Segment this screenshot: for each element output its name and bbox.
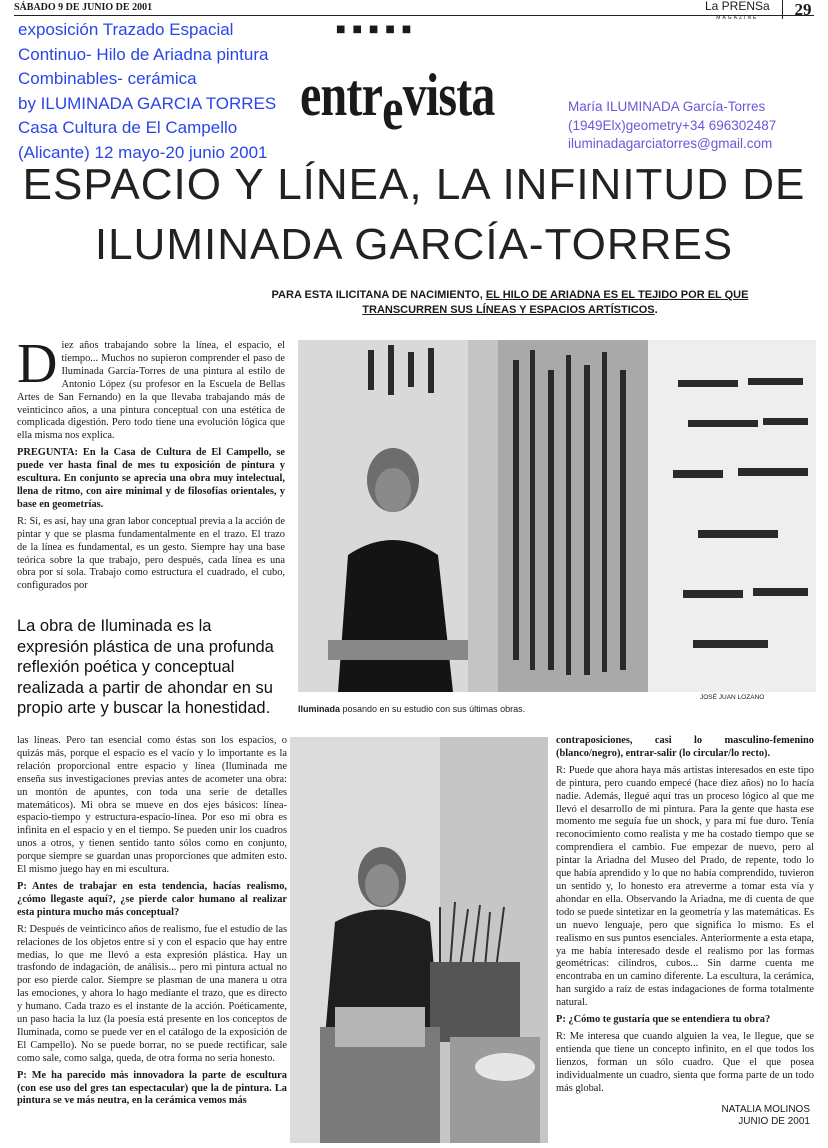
article-column-3 <box>556 735 814 1099</box>
studio-photo-art <box>298 340 816 692</box>
answer-2: R: Después de veinticinco años de realismo, fue el estudio de las relaciones de los objetos entre sí y con el espacio que hay entre medias, lo que me llevó a esta expresión plástica. Hay un trasfondo de indagación, de análisis... pero mi pintura actual no por eso pierde calor. Siempre se plasman de una manera u otra las emociones, y ahora lo hago mediante el trazo, que es directo y humano. Cada trazo es el instante de la acción. Poéticamente, un paso hacia la luz (la poesía está presente en los conceptos de Iluminada, como se puede ver en el catálogo de la exposición de El Campello). No se puede borrar, no se puede rectificar, sale como sale, como salga, queda, de otra forma no sería honesto. <box>17 923 287 1064</box>
question-3-continued: contraposiciones, casi lo masculino-femenino (blanco/negro), entrar-salir (lo circular/lo recto). <box>556 735 814 759</box>
intro-paragraph <box>17 333 285 443</box>
annotation-line: exposición Trazado Espacial <box>18 20 234 39</box>
issue-date: SÁBADO 9 DE JUNIO DE 2001 <box>14 2 153 13</box>
answer-4: R: Me interesa que cuando alguien la vea, le llegue, que se entienda que tiene un concepto infinito, en el que todos los lienzos, forman un sólo cuadro. Que el que posea individualmente un cuadro, sienta que forma parte de un todo más global. <box>556 1030 814 1094</box>
article-column-1 <box>17 333 285 597</box>
caption-text: posando en su estudio con sus últimas obras. <box>340 704 526 714</box>
article-deck <box>250 288 770 318</box>
caption-name: Iluminada <box>298 704 341 714</box>
annotation-line: by ILUMINADA GARCIA TORRES <box>18 93 277 113</box>
contact-annotation <box>568 98 818 154</box>
studio-photo <box>298 340 816 692</box>
headline-line-1: ESPACIO Y LÍNEA, LA INFINITUD DE <box>22 160 806 209</box>
article-column-2 <box>17 735 287 1112</box>
magazine-name: La PRENSa <box>705 0 770 13</box>
annotation-line: Continuo- Hilo de Ariadna pintura <box>18 44 269 64</box>
pull-quote: La obra de Iluminada es la expresión plástica de una profunda reflexión poética y conceptual realizada a partir de ahondar en su propio arte y buscar la honestidad. <box>17 617 274 717</box>
section-dots: ■■■■■ <box>336 24 419 35</box>
section-label-part: e <box>382 76 403 142</box>
annotation-line: Casa Cultura de El Campello <box>18 118 238 137</box>
photo-caption <box>298 704 525 714</box>
answer-3: R: Puede que ahora haya más artistas interesados en este tipo de pintura, pero cuando empecé (hace diez años) no lo hacía nadie. Además, llegué aquí tras un proceso lógico al que me llevó el desarrollo de mi pintura. Para la gente que hasta ese momento me seguía fue un shock, y para mí fue duro. Tenía reconocimiento como realista y me ha costado tiempo que se comprendiera el cambio. Fue empezar de nuevo, pero al pintar la Ariadna del Museo del Prado, de repente, todo lo que había aprendido y lo que no había comprendido, tuvieron un sentido y, lo honesto era atreverme a tomar esta vía y ahondar en ella. Observando la Ariadna, me di cuenta de que todo se puede sintetizar en la geometría y las matemáticas. Es un nuevo lenguaje, pero que significa lo mismo. Es el realismo en sus puntos esenciales. Anteriormente a esta etapa, ya me había interesado desde el realismo por las formas geométricas: cilindros, cubos... Sin darme cuenta me encontraba en un camino diferente. La escultura, la cerámica, han surgido a raíz de estas indagaciones de forma totalmente natural. <box>556 764 814 1009</box>
magazine-subtitle: MAGAZINE <box>716 15 759 21</box>
section-label <box>300 60 495 142</box>
answer-1: R: Si, es así, hay una gran labor conceptual previa a la acción de pintar y que se plasma fundamentalmente en el trazo. El trazo de la línea es fundamental, es un gesto. Siempre hay una base teórica sobre la que trabajo, pero después, cada línea es una obra por sí sola. Trabajo como estructura el cuadrado, el cubo, configurados por <box>17 515 285 592</box>
contact-phone: (1949Elx)geometry+34 696302487 <box>568 117 777 133</box>
ceramics-photo <box>290 737 548 1143</box>
annotation-line: (Alicante) 12 mayo-20 junio 2001 <box>18 142 268 162</box>
author-name: NATALIA MOLINOS <box>721 1104 810 1115</box>
page-number: 29 <box>782 0 823 19</box>
ceramics-photo-art <box>290 737 548 1143</box>
intro-text: iez años trabajando sobre la línea, el espacio, el tiempo... Muchos no supieron comprender el paso de Iluminada García-Torres de una pintura al estilo de Antonio López (su profesor en la Escuela de Bellas Artes de San Fernando) en la que llevaba trabajando más de veinticinco años, a una pintura conceptual con una estética de complicada digestión. Pero todo tiene una evolución lógica que ella misma nos explica. <box>17 340 285 442</box>
headline-line-2: ILUMINADA GARCÍA-TORRES <box>94 220 734 269</box>
header-rule <box>14 15 814 16</box>
question-3: P: Me ha parecido más innovadora la parte de escultura (con ese uso del gres tan espectacular) que la de pintura. La pintura se ve más neutra, en la cerámica vemos más <box>17 1069 287 1107</box>
photo-credit: JOSÉ JUAN LOZANO <box>700 694 765 701</box>
magazine-logo <box>705 0 770 24</box>
deck-suffix: . <box>654 304 658 316</box>
author-signature <box>700 1104 810 1128</box>
signature-date: JUNIO DE 2001 <box>738 1116 810 1127</box>
paragraph: las líneas. Pero tan esencial como éstas son los espacios, o quizás más, porque el espacio es el vacío y lo importante es la relación proporcional entre espacio y línea (Iluminada me enseña sus investigaciones previas antes de acometer una obra: un montón de apuntes, con toda una serie de detalles matemáticos). Mi obra se mueve en dos ejes básicos: línea-espacio-tiempo y estructura-espacio-línea. Por eso mi obra es infinita en el espacio y en el tiempo. Se pueden unir los cuadros unos a otros, y tienen sentido tanto sólos como en conjunto, porque siempre se guardan unas proporciones que admiten esto. El mismo juego hay en mi escultura. <box>17 735 287 876</box>
deck-underlined: EL HILO DE ARIADNA ES EL TEJIDO POR EL QUE TRANSCURREN SUS LÍNEAS Y ESPACIOS ARTÍSTICOS <box>362 289 749 316</box>
contact-email: iluminadagarciatorres@gmail.com <box>568 136 773 151</box>
deck-prefix: PARA ESTA ILICITANA DE NACIMIENTO, <box>271 289 486 301</box>
exhibition-annotation <box>18 18 318 165</box>
annotation-line: Combinables- cerámica <box>18 69 197 88</box>
question-2: P: Antes de trabajar en esta tendencia, hacías realismo, ¿cómo llegaste aquí?, ¿se pierde calor humano al realizar esta pintura mucho más conceptual? <box>17 880 287 918</box>
section-label-part: vista <box>402 62 495 128</box>
question-4: P: ¿Cómo te gustaría que se entendiera tu obra? <box>556 1014 771 1026</box>
contact-name: María ILUMINADA García-Torres <box>568 99 766 114</box>
question-1: PREGUNTA: En la Casa de Cultura de El Campello, se puede ver hasta final de mes tu exposición de pintura y escultura. En conjunto se aprecia una obra muy intelectual, llena de ritmo, con aire minimal y de filosofías orientales, y base en geometrías. <box>17 447 285 510</box>
section-label-part: entr <box>300 62 383 128</box>
drop-cap: D <box>17 333 58 395</box>
